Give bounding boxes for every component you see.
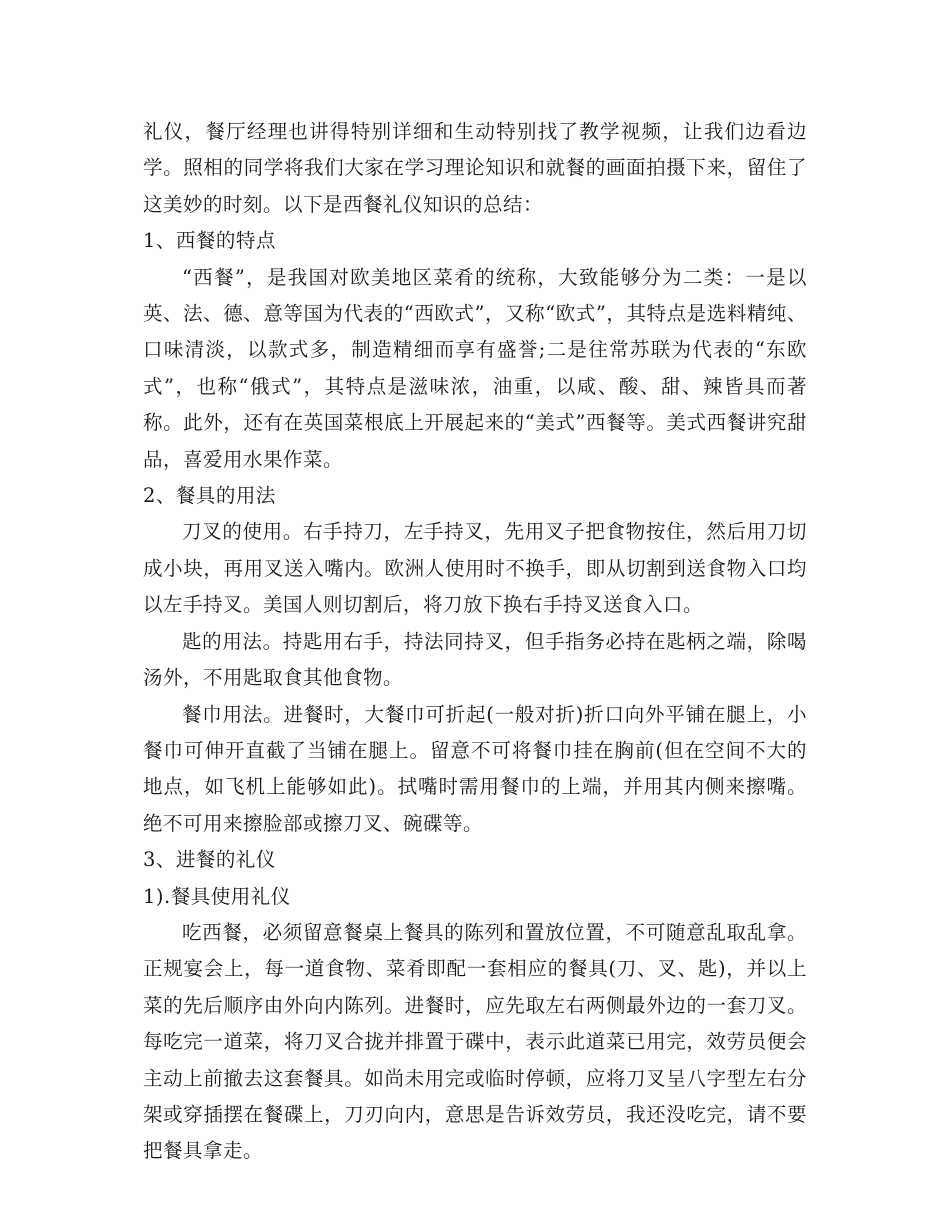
subsection-heading-tableware-etiquette: 1).餐具使用礼仪 [143, 884, 291, 908]
paragraph-spoon: 匙的用法。持匙用右手，持法同持叉，但手指务必持在匙柄之端，除喝汤外，不用匙取食其他食物。 [143, 629, 807, 690]
section-heading-tableware-usage: 2、餐具的用法 [143, 484, 276, 508]
paragraph-tableware-etiquette: 吃西餐，必须留意餐桌上餐具的陈列和置放位置，不可随意乱取乱拿。正规宴会上，每一道食物、菜肴即配一套相应的餐具(刀、叉、匙)，并以上菜的先后顺序由外向内陈列。进餐时，应先取左右两侧最外边的一套刀叉。每吃完一道菜，将刀叉合拢并排置于碟中，表示此道菜已用完，效劳员便会主动上前撤去这套餐具。如尚未用完或临时停顿，应将刀叉呈八字型左右分架或穿插摆在餐碟上，刀刃向内，意思是告诉效劳员，我还没吃完，请不要把餐具拿走。 [143, 920, 807, 1163]
section-heading-dining-etiquette: 3、进餐的礼仪 [143, 848, 276, 872]
paragraph-napkin: 餐巾用法。进餐时，大餐巾可折起(一般对折)折口向外平铺在腿上，小餐巾可伸开直截了当铺在腿上。留意不可将餐巾挂在胸前(但在空间不大的地点，如飞机上能够如此)。拭嘴时需用餐巾的上端，并用其内侧来擦嘴。绝不可用来擦脸部或擦刀叉、碗碟等。 [143, 702, 807, 835]
section-heading-western-food-features: 1、西餐的特点 [143, 229, 276, 253]
paragraph-knife-fork: 刀叉的使用。右手持刀，左手持叉，先用叉子把食物按住，然后用刀切成小块，再用叉送入嘴内。欧洲人使用时不换手，即从切割到送食物入口均以左手持叉。美国人则切割后，将刀放下换右手持叉送食入口。 [143, 520, 807, 617]
document-body [143, 114, 807, 1170]
paragraph-western-food-features: “西餐”，是我国对欧美地区菜肴的统称，大致能够分为二类：一是以英、法、德、意等国为代表的“西欧式”，又称“欧式”，其特点是选料精纯、口味清淡，以款式多，制造精细而享有盛誉;二是往常苏联为代表的“东欧式”，也称“俄式”，其特点是滋味浓，油重，以咸、酸、甜、辣皆具而著称。此外，还有在英国菜根底上开展起来的“美式”西餐等。美式西餐讲究甜品，喜爱用水果作菜。 [143, 265, 807, 471]
intro-paragraph: 礼仪，餐厅经理也讲得特别详细和生动特别找了教学视频，让我们边看边学。照相的同学将我们大家在学习理论知识和就餐的画面拍摄下来，留住了这美妙的时刻。以下是西餐礼仪知识的总结： [143, 120, 807, 216]
